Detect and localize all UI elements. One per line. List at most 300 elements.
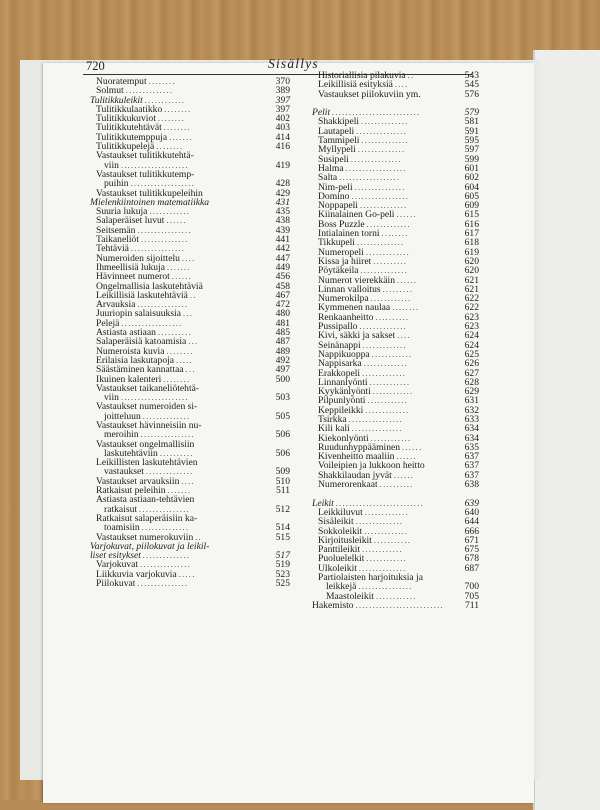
toc-entry xyxy=(90,300,290,309)
toc-entry-title: meroihin xyxy=(104,430,139,440)
toc-entry-page: 624 xyxy=(464,339,479,351)
toc-leader-dots: .................. xyxy=(339,173,401,183)
toc-entry-title: Nim-peli xyxy=(318,182,353,192)
toc-entry-page: 489 xyxy=(275,345,290,357)
toc-entry-page: 505 xyxy=(275,410,290,422)
toc-entry xyxy=(90,244,290,253)
toc-entry-page: 442 xyxy=(275,243,290,255)
toc-entry-page: 510 xyxy=(275,475,290,487)
toc-entry xyxy=(312,369,479,378)
toc-leader-dots: ... xyxy=(183,309,194,319)
toc-leader-dots: ........ xyxy=(157,114,186,124)
toc-entry xyxy=(90,309,290,318)
toc-entry xyxy=(90,161,290,170)
toc-entry xyxy=(312,257,479,266)
toc-entry xyxy=(312,434,479,443)
toc-entry-title: Salaperäisiä katoamisia xyxy=(96,337,187,347)
toc-entry-title: Tulitikkupelejä xyxy=(96,142,155,152)
toc-entry xyxy=(90,337,290,346)
toc-entry xyxy=(90,263,290,272)
toc-entry-page: 579 xyxy=(464,107,479,119)
toc-entry xyxy=(90,272,290,281)
toc-entry xyxy=(312,71,479,80)
toc-entry-page: 512 xyxy=(275,503,290,515)
toc-entry-page: 622 xyxy=(464,293,479,305)
toc-leader-dots: ............. xyxy=(364,526,409,536)
toc-entry-page: 545 xyxy=(464,79,479,91)
toc-leader-dots: ............ xyxy=(370,294,412,304)
toc-leader-dots: ............... xyxy=(140,560,192,570)
toc-entry-title: Astiasta astiaan-tehtävien xyxy=(96,495,195,505)
toc-leader-dots: ................. xyxy=(351,191,410,201)
toc-entry-page: 609 xyxy=(464,200,479,212)
toc-entry-page: 485 xyxy=(275,327,290,339)
toc-entry-title: viin xyxy=(104,393,119,403)
toc-entry xyxy=(90,421,290,430)
toc-entry xyxy=(90,514,290,523)
toc-leader-dots: .............. xyxy=(361,136,410,146)
toc-entry-page: 705 xyxy=(464,590,479,602)
toc-leader-dots: ............. xyxy=(363,359,408,369)
toc-leader-dots: .................... xyxy=(120,160,189,170)
toc-entry-page: 591 xyxy=(464,125,479,137)
toc-spacer xyxy=(312,489,479,498)
toc-entry-page: 403 xyxy=(275,122,290,134)
toc-entry xyxy=(90,291,290,300)
toc-entry-page: 639 xyxy=(464,497,479,509)
toc-entry-title: Sisäleikit xyxy=(318,517,354,527)
toc-entry-page: 480 xyxy=(275,308,290,320)
toc-leader-dots: .... xyxy=(397,331,411,341)
toc-entry-page: 458 xyxy=(275,280,290,292)
toc-entry-title: Seitsemän xyxy=(96,225,136,236)
toc-entry xyxy=(312,378,479,387)
toc-entry-page: 621 xyxy=(464,283,479,295)
toc-entry-title: Myllypeli xyxy=(318,145,356,155)
toc-leader-dots: ................ xyxy=(130,244,186,254)
toc-entry-page: 597 xyxy=(464,144,479,156)
toc-entry-title: Tulitikkulaatikko xyxy=(96,104,163,115)
toc-entry-page: 671 xyxy=(464,534,479,546)
toc-entry xyxy=(90,440,290,449)
toc-entry-page: 622 xyxy=(464,302,479,314)
toc-leader-dots: ........ xyxy=(164,104,192,114)
toc-entry-page: 514 xyxy=(275,522,290,534)
toc-entry xyxy=(90,495,290,504)
toc-entry xyxy=(90,570,290,579)
toc-entry xyxy=(90,560,290,569)
toc-entry-title: Tammipeli xyxy=(318,136,360,146)
toc-leader-dots: ........ xyxy=(148,77,176,86)
toc-entry xyxy=(312,117,479,126)
toc-entry-page: 637 xyxy=(464,451,479,463)
toc-entry-title: Nappisarka xyxy=(318,359,362,369)
toc-entry-title: leikkejä xyxy=(326,582,357,592)
toc-entry xyxy=(90,226,290,235)
toc-entry-page: 525 xyxy=(275,578,290,590)
toc-entry xyxy=(312,173,479,182)
toc-entry-page: 618 xyxy=(464,237,479,249)
toc-leader-dots: .......... xyxy=(375,312,410,322)
toc-entry xyxy=(312,554,479,563)
toc-entry xyxy=(90,579,290,588)
toc-entry-title: Säästäminen kannattaa xyxy=(96,365,184,375)
toc-right-column xyxy=(312,71,479,610)
toc-leader-dots: .......... xyxy=(373,256,408,266)
toc-entry xyxy=(312,183,479,192)
toc-entry xyxy=(312,443,479,452)
toc-entry xyxy=(312,601,479,610)
toc-entry-page: 397 xyxy=(275,103,290,115)
toc-leader-dots: ........ xyxy=(156,142,184,152)
toc-leader-dots: .......... xyxy=(159,448,194,458)
toc-leader-dots: .............. xyxy=(142,551,191,561)
toc-entry xyxy=(90,235,290,244)
toc-entry xyxy=(90,505,290,514)
toc-entry-title: Shakkipeli xyxy=(318,117,360,127)
toc-entry-title: Piilokuvat xyxy=(96,579,136,589)
toc-entry xyxy=(312,210,479,219)
toc-entry-page: 581 xyxy=(464,116,479,128)
toc-leader-dots: ........... xyxy=(373,535,412,545)
toc-entry-page: 625 xyxy=(464,348,479,360)
toc-entry-title: Arvauksia xyxy=(96,300,136,310)
toc-leader-dots: .................. xyxy=(345,163,407,173)
toc-entry xyxy=(90,384,290,393)
toc-entry xyxy=(312,499,479,508)
toc-leader-dots: ...... xyxy=(396,452,417,462)
toc-leader-dots: ................ xyxy=(348,414,404,424)
toc-entry-page: 644 xyxy=(464,516,479,528)
toc-leader-dots: ................ xyxy=(358,582,413,592)
toc-entry-title: Nappikuoppa xyxy=(318,349,370,360)
toc-entry-title: Tulitikkukuviot xyxy=(96,114,156,124)
toc-leader-dots: ...... xyxy=(396,210,417,220)
toc-entry-title: Tulitikkuleikit xyxy=(90,95,143,105)
toc-entry-page: 497 xyxy=(275,364,290,376)
toc-leader-dots: ... xyxy=(185,365,196,375)
toc-entry-title: Noppapeli xyxy=(318,201,358,211)
toc-entry xyxy=(312,285,479,294)
toc-entry xyxy=(312,155,479,164)
toc-entry-page: 595 xyxy=(464,135,479,147)
toc-entry-page: 619 xyxy=(464,246,479,258)
toc-entry-page: 621 xyxy=(464,274,479,286)
toc-entry xyxy=(90,347,290,356)
toc-entry-page: 678 xyxy=(464,553,479,565)
toc-entry-page: 604 xyxy=(464,181,479,193)
toc-entry-page: 629 xyxy=(464,386,479,398)
toc-entry-page: 634 xyxy=(464,423,479,435)
toc-entry-page: 397 xyxy=(275,94,290,106)
toc-entry xyxy=(312,341,479,350)
toc-entry-title: Varjokuvat, piilokuvat ja leikil- xyxy=(90,541,210,552)
toc-leader-dots: .............. xyxy=(359,201,408,211)
toc-entry xyxy=(312,452,479,461)
toc-entry xyxy=(312,545,479,554)
toc-entry xyxy=(90,486,290,495)
toc-entry-title: Shakkilaudan jyvät xyxy=(318,470,392,481)
toc-leader-dots: .............. xyxy=(358,563,407,573)
toc-entry xyxy=(312,527,479,536)
toc-entry-title: Kiekonlyönti xyxy=(318,433,369,443)
toc-entry xyxy=(312,508,479,517)
toc-leader-dots: ............ xyxy=(372,387,414,397)
toc-entry-title: Renkaanheitto xyxy=(318,312,374,323)
toc-entry xyxy=(312,248,479,257)
toc-leader-dots: ............... xyxy=(354,182,406,192)
toc-leader-dots: .. xyxy=(407,71,415,80)
toc-entry-page: 617 xyxy=(464,228,479,240)
toc-entry-title: Kissa ja hiiret xyxy=(318,256,372,267)
toc-leader-dots: .......... xyxy=(157,328,192,338)
toc-leader-dots: ............ xyxy=(367,396,409,406)
toc-entry-title: Suuria lukuja xyxy=(96,207,148,217)
toc-entry-title: Seinänappi xyxy=(318,340,361,350)
toc-entry-title: Kirjoitusleikit xyxy=(318,535,372,546)
toc-leader-dots: ............ xyxy=(375,591,417,601)
toc-entry-title: Numerorenkaat xyxy=(318,480,378,490)
toc-leader-dots: ............ xyxy=(362,545,403,555)
toc-leader-dots: ............ xyxy=(149,207,191,217)
toc-entry xyxy=(90,356,290,365)
toc-entry-title: Ruudunhyppääminen xyxy=(318,442,401,453)
toc-entry-page: 640 xyxy=(464,506,479,518)
toc-entry xyxy=(90,523,290,532)
toc-entry-title: Numeropeli xyxy=(318,247,364,257)
toc-entry-title: Pilpunlyönti xyxy=(318,396,366,406)
toc-entry-page: 620 xyxy=(464,265,479,277)
toc-entry xyxy=(90,189,290,198)
toc-entry xyxy=(90,254,290,263)
toc-entry-page: 517 xyxy=(275,550,290,562)
toc-entry-title: Linnanlyönti xyxy=(318,377,368,388)
toc-entry xyxy=(90,365,290,374)
toc-entry-title: vastaukset xyxy=(104,467,144,477)
toc-spacer xyxy=(312,99,479,108)
toc-entry-title: Ikuinen kalenteri xyxy=(96,374,162,384)
toc-entry-title: Pussipallo xyxy=(318,322,358,332)
toc-entry-title: Vastaukset piilokuviin ym. xyxy=(318,89,421,99)
toc-entry-title: Halma xyxy=(318,163,344,174)
toc-entry xyxy=(90,533,290,542)
toc-entry-page: 441 xyxy=(275,234,290,246)
toc-leader-dots: .............. xyxy=(125,86,174,96)
toc-leader-dots: ....... xyxy=(167,486,192,496)
toc-entry-title: Numerot vierekkäin xyxy=(318,275,395,285)
toc-entry-title: Numeroiden sijoittelu xyxy=(96,253,180,263)
toc-leader-dots: ............ xyxy=(370,433,412,443)
toc-leader-dots: ............. xyxy=(365,247,411,257)
toc-entry-title: Numerokilpa xyxy=(318,294,369,304)
toc-entry-page: 370 xyxy=(275,76,290,87)
toc-entry-title: Kili kali xyxy=(318,424,350,434)
toc-entry-title: Juuriopin salaisuuksia xyxy=(96,309,182,319)
toc-entry-page: 605 xyxy=(464,190,479,202)
toc-entry-title: joitteluun xyxy=(104,411,141,421)
toc-entry-page: 449 xyxy=(275,261,290,273)
toc-entry xyxy=(312,90,479,99)
toc-entry-page: 631 xyxy=(464,395,479,407)
toc-entry xyxy=(312,220,479,229)
toc-entry-title: Leikillisiä laskutehtäviä xyxy=(96,290,188,301)
toc-entry xyxy=(90,412,290,421)
toc-leader-dots: .............. xyxy=(145,467,194,477)
toc-entry-page: 402 xyxy=(275,113,290,125)
toc-entry-page: 627 xyxy=(464,367,479,379)
toc-entry xyxy=(90,319,290,328)
toc-entry-page: 623 xyxy=(464,321,479,333)
toc-entry xyxy=(312,350,479,359)
toc-leader-dots: .................. xyxy=(121,318,183,328)
toc-entry-page: 666 xyxy=(464,525,479,537)
toc-leader-dots: .............. xyxy=(360,266,409,276)
toc-entry-title: Taikaneliöt xyxy=(96,235,140,245)
toc-entry-title: viin xyxy=(104,160,119,170)
toc-leader-dots: ............. xyxy=(362,368,407,378)
toc-leader-dots: ................... xyxy=(130,179,196,189)
toc-left-column xyxy=(90,77,290,588)
toc-entry xyxy=(312,480,479,489)
toc-entry-title: Erakkopeli xyxy=(318,368,361,378)
toc-entry-page: 435 xyxy=(275,206,290,218)
toc-entry xyxy=(312,201,479,210)
toc-entry xyxy=(312,564,479,573)
toc-entry-title: Leikillisten laskutehtävien xyxy=(96,458,198,468)
toc-leader-dots: ...... xyxy=(393,470,415,480)
toc-entry-title: Ongelmallisia laskutehtäviä xyxy=(96,281,203,291)
toc-entry-title: Puoluelelkit xyxy=(318,554,365,564)
toc-entry-title: Panttileikit xyxy=(318,545,361,555)
toc-entry-title: Kivenheitto maaliin xyxy=(318,452,395,462)
toc-entry xyxy=(312,145,479,154)
toc-entry-title: Domino xyxy=(318,191,350,202)
toc-entry-page: 429 xyxy=(275,187,290,199)
toc-entry-title: Leikit xyxy=(312,498,334,508)
toc-entry-page: 515 xyxy=(275,531,290,543)
toc-entry-title: Tsirkka xyxy=(318,414,347,425)
toc-entry-title: Pöytäkeila xyxy=(318,266,359,276)
toc-leader-dots: ............... xyxy=(139,504,191,514)
toc-entry-page: 456 xyxy=(275,271,290,283)
toc-entry xyxy=(312,582,479,591)
toc-entry xyxy=(312,396,479,405)
toc-leader-dots: ........ xyxy=(166,346,194,356)
toc-entry-page: 492 xyxy=(275,354,290,366)
toc-entry-page: 481 xyxy=(275,317,290,329)
toc-entry xyxy=(90,142,290,151)
toc-entry xyxy=(312,415,479,424)
toc-entry xyxy=(312,294,479,303)
toc-entry xyxy=(312,80,479,89)
toc-entry-page: 601 xyxy=(464,162,479,174)
toc-entry xyxy=(312,229,479,238)
toc-leader-dots: ........ xyxy=(163,123,191,133)
toc-leader-dots: ............ xyxy=(371,349,413,359)
toc-entry xyxy=(312,331,479,340)
toc-entry-title: Tulitikkutehtävät xyxy=(96,123,162,133)
toc-entry xyxy=(90,216,290,225)
toc-entry xyxy=(90,551,290,560)
toc-entry xyxy=(312,536,479,545)
toc-entry-page: 700 xyxy=(464,581,479,593)
toc-entry xyxy=(312,461,479,470)
toc-entry xyxy=(312,573,479,582)
toc-entry xyxy=(312,238,479,247)
toc-entry xyxy=(90,105,290,114)
toc-entry-title: Vastaukset arvauksiin xyxy=(96,476,180,487)
toc-entry-page: 620 xyxy=(464,255,479,267)
toc-entry xyxy=(312,471,479,480)
page-number: 720 xyxy=(86,59,105,73)
toc-entry-page: 419 xyxy=(275,159,290,171)
toc-entry-page: 635 xyxy=(464,441,479,453)
toc-leader-dots: .............. xyxy=(355,517,404,527)
toc-entry-title: Tikkupeli xyxy=(318,238,355,248)
toc-leader-dots: ............. xyxy=(365,405,410,415)
toc-entry-title: Voileipien ja lukkoon heitto xyxy=(318,461,425,471)
toc-entry-page: 616 xyxy=(464,218,479,230)
toc-entry xyxy=(90,467,290,476)
toc-entry xyxy=(90,114,290,123)
toc-entry-page: 576 xyxy=(464,88,479,100)
toc-entry xyxy=(90,430,290,439)
toc-entry xyxy=(312,192,479,201)
toc-entry-page: 431 xyxy=(275,196,290,208)
toc-entry xyxy=(312,406,479,415)
toc-entry xyxy=(90,86,290,95)
toc-entry-page: 509 xyxy=(275,466,290,478)
toc-leader-dots: .......................... xyxy=(355,600,444,610)
toc-leader-dots: ...... xyxy=(166,216,187,226)
toc-entry-title: Leikillisiä esityksiä xyxy=(318,80,393,90)
toc-leader-dots: .......................... xyxy=(335,498,425,508)
toc-entry xyxy=(90,170,290,179)
toc-entry-title: Vastaukset ongelmallisiin xyxy=(96,439,195,449)
toc-leader-dots: ............ xyxy=(144,95,186,105)
toc-leader-dots: ........ xyxy=(381,229,409,239)
toc-entry-page: 687 xyxy=(464,562,479,574)
toc-leader-dots: .......... xyxy=(379,480,414,490)
toc-entry-title: Vastaukset tulitikkutemp- xyxy=(96,169,195,180)
toc-entry xyxy=(90,77,290,86)
toc-entry-title: Ratkaisut peleihin xyxy=(96,486,166,496)
toc-entry-page: 632 xyxy=(464,404,479,416)
toc-entry-page: 634 xyxy=(464,432,479,444)
toc-entry-page: 543 xyxy=(464,70,479,81)
toc-leader-dots: ................ xyxy=(137,225,192,235)
toc-entry-page: 523 xyxy=(275,568,290,580)
toc-leader-dots: ..... xyxy=(178,569,196,579)
toc-leader-dots: .............. xyxy=(141,523,190,533)
toc-entry-title: Keppileikki xyxy=(318,405,364,415)
toc-leader-dots: .. xyxy=(195,532,203,542)
toc-entry-title: Kyykänlyönti xyxy=(318,387,371,397)
toc-entry xyxy=(312,313,479,322)
toc-entry-title: laskutehtäviin xyxy=(104,448,158,459)
toc-entry-page: 711 xyxy=(464,599,479,611)
toc-leader-dots: ........ xyxy=(392,303,420,313)
toc-entry xyxy=(90,179,290,188)
toc-entry-title: Ratkaisut salaperäisiin ka- xyxy=(96,513,198,524)
toc-leader-dots: ............... xyxy=(137,579,189,589)
toc-entry xyxy=(312,266,479,275)
toc-entry-page: 506 xyxy=(275,447,290,459)
toc-entry-title: toamisiin xyxy=(104,523,140,533)
toc-entry-title: Pelejä xyxy=(96,318,120,329)
toc-entry-title: ratkaisut xyxy=(104,504,138,514)
toc-entry-title: Vastaukset taikaneliötehtä- xyxy=(96,383,200,394)
